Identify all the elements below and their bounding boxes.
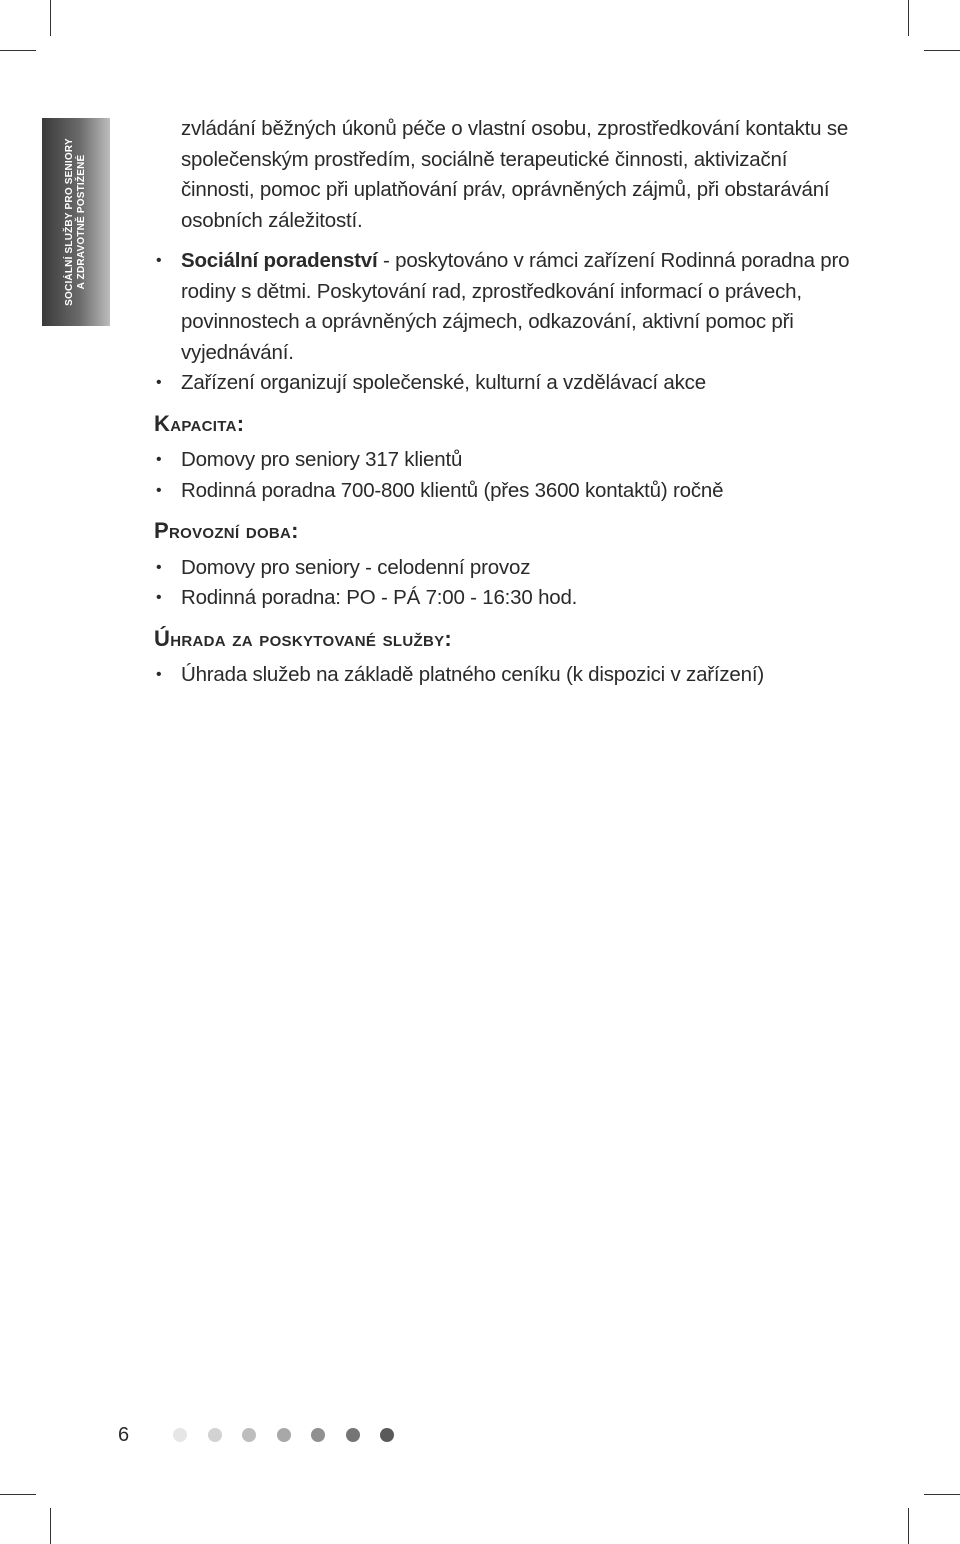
hours-list <box>154 553 854 614</box>
list-item: • Rodinná poradna: PO - PÁ 7:00 - 16:30 hod. <box>154 583 854 614</box>
crop-mark <box>908 0 909 36</box>
page-number: 6 <box>118 1424 130 1446</box>
list-item: • Úhrada služeb na základě platného ceníku (k dispozici v zařízení) <box>154 660 854 691</box>
intro-paragraph: zvládání běžných úkonů péče o vlastní osobu, zprostředkování kontaktu se společenským prostředím, sociálně terapeutické činnosti, aktivizační činnosti, pomoc při uplatňování práv, oprávněných zájmů, při obstarávání osobních záležitostí. <box>181 117 849 232</box>
footer-dot <box>311 1428 325 1442</box>
footer-dot <box>277 1428 291 1442</box>
payment-heading: Úhrada za poskytované služby: <box>154 625 453 651</box>
capacity-list <box>154 445 854 506</box>
list-item-social-counseling <box>154 246 854 368</box>
footer-dot <box>346 1428 360 1442</box>
list-item-events: • Zařízení organizují společenské, kulturní a vzdělávací akce <box>154 368 854 399</box>
social-counseling-text: - poskytováno v rámci zařízení Rodinná poradna pro rodiny s dětmi. Poskytování rad, zprostředkování informací o právech, povinnostech a oprávněných zájmech, odkazování, aktivní pomoc při vyjednávání. <box>181 249 850 364</box>
page-content <box>154 114 854 691</box>
crop-mark <box>50 0 51 36</box>
payment-list <box>154 660 854 691</box>
crop-mark <box>0 50 36 51</box>
crop-mark <box>924 1494 960 1495</box>
footer-dot <box>242 1428 256 1442</box>
hours-heading: Provozní doba: <box>154 518 299 543</box>
chapter-side-tab-label <box>64 138 88 306</box>
side-tab-line-1: SOCIÁLNÍ SLUŽBY PRO SENIORY <box>64 138 75 306</box>
footer-dot <box>208 1428 222 1442</box>
page-footer <box>0 1418 960 1458</box>
crop-mark <box>908 1508 909 1544</box>
side-tab-line-2: A ZDRAVOTNĚ POSTIŽENÉ <box>76 154 87 290</box>
list-item: • Domovy pro seniory - celodenní provoz <box>154 553 854 584</box>
capacity-heading: Kapacita: <box>154 410 245 436</box>
crop-mark <box>0 1494 36 1495</box>
crop-mark <box>50 1508 51 1544</box>
services-list <box>154 246 854 399</box>
footer-dot <box>173 1428 187 1442</box>
footer-dot <box>380 1428 394 1442</box>
social-counseling-title: Sociální poradenství <box>181 249 378 272</box>
crop-mark <box>924 50 960 51</box>
list-item: • Domovy pro seniory 317 klientů <box>154 445 854 476</box>
list-item: • Rodinná poradna 700-800 klientů (přes 3600 kontaktů) ročně <box>154 476 854 507</box>
chapter-side-tab <box>42 118 110 326</box>
